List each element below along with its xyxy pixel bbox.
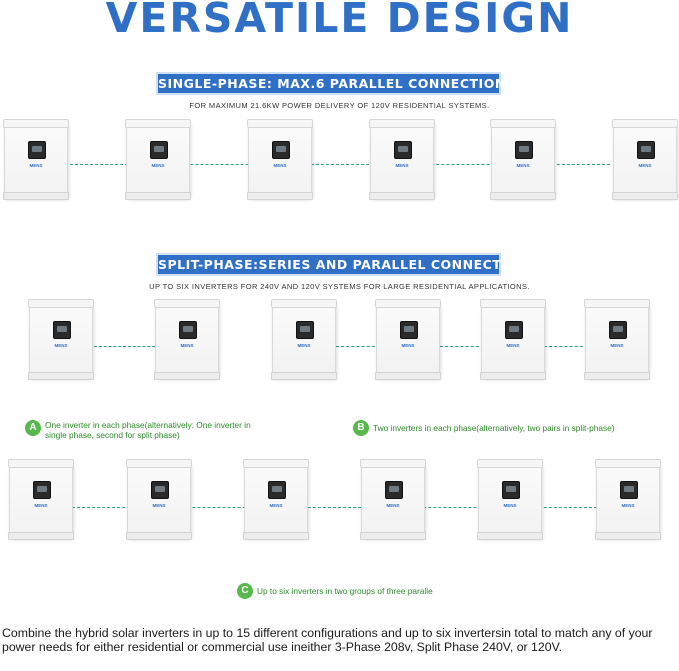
split-phase-row-c — [0, 456, 679, 552]
inverter-brand: MENS — [297, 343, 311, 348]
inverter-brand: MENS — [269, 503, 283, 508]
lcd-screen-icon — [400, 321, 418, 339]
lcd-screen-icon — [296, 321, 314, 339]
lcd-screen-icon — [150, 141, 168, 159]
split-phase-row-ab — [0, 298, 679, 388]
lcd-screen-icon — [53, 321, 71, 339]
lcd-screen-icon — [637, 141, 655, 159]
inverter-unit — [481, 302, 545, 378]
inverter-brand: MENS — [638, 163, 652, 168]
inverter-unit — [155, 302, 219, 378]
legend-c — [237, 583, 497, 599]
inverter-unit — [376, 302, 440, 378]
lcd-screen-icon — [515, 141, 533, 159]
inverter-brand: MENS — [54, 343, 68, 348]
lcd-screen-icon — [272, 141, 290, 159]
inverter-unit — [4, 122, 68, 198]
single-phase-row — [0, 118, 679, 202]
legend-c-text: Up to six inverters in two groups of three paralle — [257, 586, 433, 596]
inverter-unit — [361, 462, 425, 538]
inverter-unit — [244, 462, 308, 538]
inverter-brand: MENS — [386, 503, 400, 508]
split-phase-badge: SPLIT-PHASE:SERIES AND PARALLEL CONNECTION — [158, 257, 529, 272]
lcd-screen-icon — [33, 481, 51, 499]
inverter-brand: MENS — [151, 163, 165, 168]
group-a-link-line — [94, 346, 160, 347]
inverter-unit — [613, 122, 677, 198]
legend-b-text: Two inverters in each phase(alternatively, two pairs in split-phase) — [373, 423, 615, 433]
legend-c-marker: C — [237, 583, 253, 599]
inverter-brand: MENS — [503, 503, 517, 508]
legend-b — [353, 420, 653, 436]
group-b-link-line — [336, 346, 380, 347]
inverter-unit — [29, 302, 93, 378]
group-b-link-line — [544, 346, 588, 347]
lcd-screen-icon — [385, 481, 403, 499]
lcd-screen-icon — [268, 481, 286, 499]
legend-a — [25, 420, 255, 440]
lcd-screen-icon — [620, 481, 638, 499]
inverter-unit — [248, 122, 312, 198]
inverter-brand: MENS — [506, 343, 520, 348]
page-title: VERSATILE DESIGN — [105, 0, 574, 42]
inverter-unit — [127, 462, 191, 538]
inverter-brand: MENS — [152, 503, 166, 508]
inverter-unit — [272, 302, 336, 378]
inverter-brand: MENS — [516, 163, 530, 168]
lcd-screen-icon — [179, 321, 197, 339]
legend-b-marker: B — [353, 420, 369, 436]
inverter-brand: MENS — [621, 503, 635, 508]
single-phase-subtitle: FOR MAXIMUM 21.6KW POWER DELIVERY OF 120V RESIDENTIAL SYSTEMS. — [189, 101, 490, 110]
inverter-brand: MENS — [610, 343, 624, 348]
inverter-brand: MENS — [180, 343, 194, 348]
lcd-screen-icon — [394, 141, 412, 159]
split-phase-subtitle: UP TO SIX INVERTERS FOR 240V AND 120V SYSTEMS FOR LARGE RESIDENTIAL APPLICATIONS. — [149, 282, 530, 291]
lcd-screen-icon — [502, 481, 520, 499]
inverter-brand: MENS — [29, 163, 43, 168]
legend-a-marker: A — [25, 420, 41, 436]
footer-description: Combine the hybrid solar inverters in up to 15 different configurations and up to six invertersin total to match any of your power needs for either residential or commercial use ineither 3-Phase 208v, Split Phase 240V, or 120V. — [2, 626, 653, 654]
lcd-screen-icon — [151, 481, 169, 499]
inverter-unit — [9, 462, 73, 538]
inverter-unit — [126, 122, 190, 198]
inverter-unit — [491, 122, 555, 198]
lcd-screen-icon — [609, 321, 627, 339]
legend-a-text: One inverter in each phase(alternatively: One inverter in single phase, second for split phase) — [45, 420, 251, 440]
inverter-unit — [596, 462, 660, 538]
inverter-brand: MENS — [395, 163, 409, 168]
inverter-brand: MENS — [273, 163, 287, 168]
inverter-brand: MENS — [401, 343, 415, 348]
inverter-brand: MENS — [34, 503, 48, 508]
inverter-unit — [478, 462, 542, 538]
lcd-screen-icon — [28, 141, 46, 159]
single-phase-badge: SINGLE-PHASE: MAX.6 PARALLEL CONNECTION — [158, 76, 506, 91]
lcd-screen-icon — [505, 321, 523, 339]
group-b-link-line — [440, 346, 484, 347]
inverter-unit — [370, 122, 434, 198]
inverter-unit — [585, 302, 649, 378]
